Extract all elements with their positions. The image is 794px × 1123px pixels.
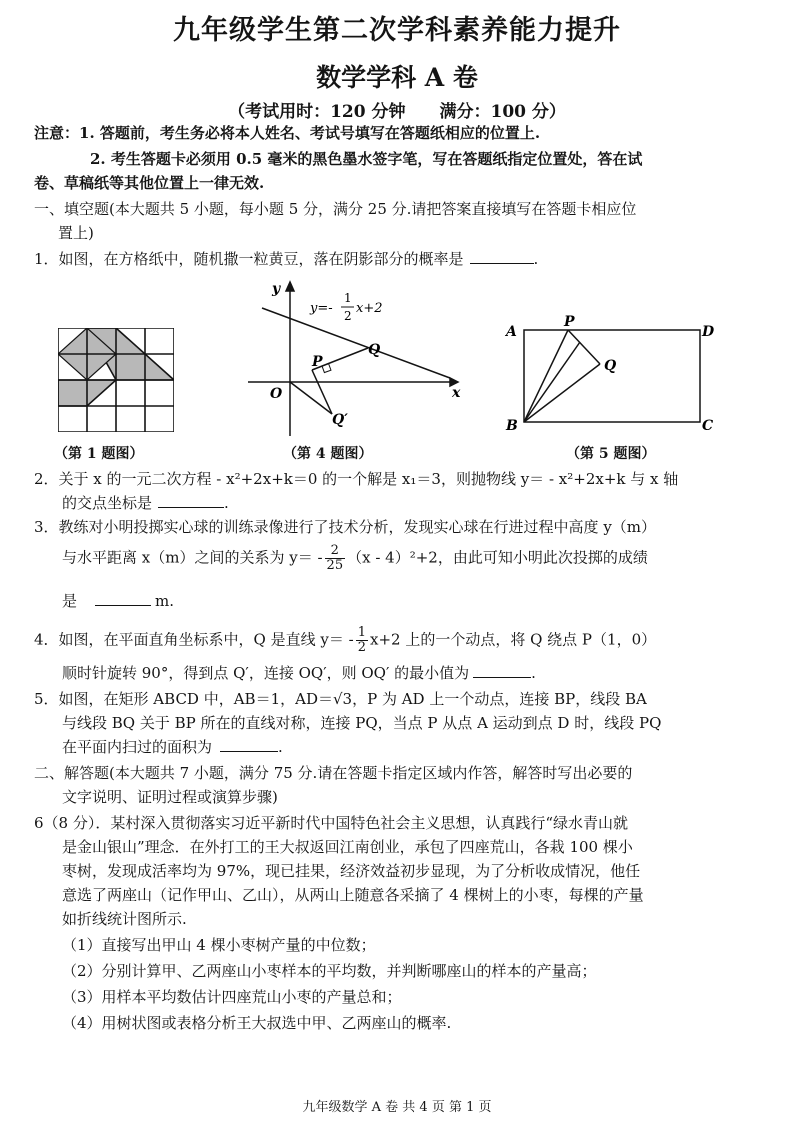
question-2-text: 的交点坐标是 [62, 494, 153, 512]
rectangle-abcd [524, 330, 700, 422]
question-2-line-2 [62, 492, 229, 514]
segment-bp [524, 330, 568, 422]
segment-pq [568, 330, 600, 364]
question-4-end: . [531, 664, 536, 682]
fig4-label-y: y [272, 281, 281, 297]
question-4-line-1 [34, 626, 656, 655]
fig4-label-x: x [452, 385, 461, 401]
answer-blank [220, 737, 278, 752]
fraction-numerator: 2 [325, 544, 346, 559]
notes-label: 注意： [34, 124, 80, 142]
note-2a: 2. 考生答题卡必须用 0.5 毫米的黑色墨水签字笔，写在答题纸指定位置处，答在试 [90, 150, 643, 168]
fraction-denominator: 25 [326, 558, 344, 573]
section1-heading-a: 一、填空题(本大题共 5 小题，每小题 5 分，满分 25 分.请把答案直接填写在答题卡相应位 [34, 200, 637, 218]
figure-1-grid [58, 328, 174, 432]
question-5-line-1: 5．如图，在矩形 ABCD 中，AB＝1，AD＝√3，P 为 AD 上一个动点，连接 BP，线段 BA [34, 690, 647, 708]
section2-heading-a: 二、解答题(本大题共 7 小题，满分 75 分.请在答题卡指定区域内作答，解答时写出必要的 [34, 764, 633, 782]
question-4-text-b: x+2 上的一个动点，将 Q 绕点 P（1，0） [369, 630, 657, 649]
answer-blank [473, 663, 531, 678]
fig4-eq-den: 2 [344, 309, 352, 323]
fig5-label-c: C [702, 418, 714, 434]
fig4-label-p: P [312, 354, 323, 370]
question-5-line-2: 与线段 BQ 关于 BP 所在的直线对称，连接 PQ，当点 P 从点 A 运动到点 D 时，线段 PQ [62, 714, 662, 732]
page-footer: 九年级数学 A 卷 共 4 页 第 1 页 [302, 1100, 492, 1115]
figure-4-caption: （第 4 题图） [283, 446, 373, 462]
fig5-label-b: B [506, 418, 518, 434]
exam-info: （考试用时：120 分钟 满分：100 分） [228, 102, 566, 122]
fig5-label-q: Q [604, 358, 617, 374]
question-5-text: 在平面内扫过的面积为 [62, 738, 213, 756]
question-3-line-3 [62, 590, 174, 612]
segment-oq-prime [290, 382, 332, 414]
figure-1-caption: （第 1 题图） [54, 446, 144, 462]
question-3-line-1: 3．教练对小明投掷实心球的训练录像进行了技术分析，发现实心球在行进过程中高度 y（m） [34, 518, 657, 536]
question-3-line-2 [62, 544, 648, 573]
segment-inner [524, 342, 580, 422]
question-4-text-c: 顺时针旋转 90°，得到点 Q′，连接 OQ′，则 OQ′ 的最小值为 [62, 664, 470, 682]
note-2b: 卷、草稿纸等其他位置上一律无效. [34, 174, 265, 192]
question-6-line-5: 如折线统计图所示. [62, 910, 187, 928]
fig5-label-a: A [506, 324, 517, 340]
y-axis-arrow [286, 282, 294, 291]
question-5-line-3 [62, 736, 283, 758]
fig4-label-q-prime: Q′ [332, 412, 348, 428]
fraction [325, 544, 346, 573]
question-6-line-3: 枣树，发现成活率均为 97%，现已挂果，经济效益初步显现，为了分析收成情况，他任 [62, 862, 641, 880]
exam-title: 九年级学生第二次学科素养能力提升 [173, 15, 621, 46]
question-3-text-a: 与水平距离 x（m）之间的关系为 y＝ - [62, 548, 323, 567]
exam-subtitle: 数学学科 A 卷 [316, 63, 478, 92]
figure-5-caption: （第 5 题图） [566, 446, 656, 462]
answer-blank [470, 249, 534, 264]
figure-4-coordinate-plane [240, 278, 470, 438]
segment-bq [524, 364, 600, 422]
answer-blank [95, 591, 151, 606]
fig5-label-p: P [564, 314, 575, 330]
fig4-eq-num: 1 [344, 291, 352, 305]
section1-heading-b: 置上) [58, 224, 94, 242]
question-2-end: . [224, 494, 229, 512]
section2-heading-b: 文字说明、证明过程或演算步骤) [62, 788, 278, 806]
fig5-label-d: D [702, 324, 715, 340]
question-4-text-a: 4．如图，在平面直角坐标系中，Q 是直线 y＝ - [34, 630, 354, 649]
notes-line-1 [34, 122, 540, 144]
question-6-line-1: 6（8 分）．某村深入贯彻落实习近平新时代中国特色社会主义思想，认真践行“绿水青山就 [34, 814, 629, 832]
question-1-text: 1．如图，在方格纸中，随机撒一粒黄豆，落在阴影部分的概率是 [34, 250, 464, 268]
fraction [356, 626, 368, 655]
fig4-label-o: O [270, 386, 283, 402]
question-6-sub-2: （2）分别计算甲、乙两座山小枣样本的平均数，并判断哪座山的样本的产量高； [62, 962, 597, 980]
question-4-line-2 [62, 662, 536, 684]
question-5-end: . [278, 738, 283, 756]
question-3-text-b: （x - 4）²+2，由此可知小明此次投掷的成绩 [347, 548, 648, 567]
fig4-label-q: Q [368, 342, 381, 358]
question-3-text-c: 是 [62, 592, 78, 610]
question-1 [34, 248, 538, 270]
question-2-line-1: 2．关于 x 的一元二次方程 - x²+2x+k＝0 的一个解是 x₁＝3，则抛物线 y＝ - x²+2x+k 与 x 轴 [34, 470, 679, 488]
fig4-eq-left: y=- [310, 301, 333, 316]
fraction-denominator: 2 [357, 640, 366, 655]
figure-5-rectangle [498, 312, 728, 438]
fig4-eq-right: x+2 [356, 301, 383, 316]
note-1: 1. 答题前，考生务必将本人姓名、考试号填写在答题纸相应的位置上. [79, 124, 541, 142]
question-1-end: . [533, 250, 539, 268]
question-6-sub-1: （1）直接写出甲山 4 棵小枣树产量的中位数； [62, 936, 376, 954]
question-6-line-2: 是金山银山”理念．在外打工的王大叔返回江南创业，承包了四座荒山，各栽 100 棵小 [62, 838, 633, 856]
question-6-sub-3: （3）用样本平均数估计四座荒山小枣的产量总和； [62, 988, 402, 1006]
question-6-line-4: 意选了两座山（记作甲山、乙山），从两山上随意各采摘了 4 棵树上的小枣，每棵的产量 [62, 886, 644, 904]
answer-blank [158, 493, 224, 508]
fraction-numerator: 1 [357, 625, 366, 640]
question-3-text-d: m. [155, 592, 175, 610]
question-6-sub-4: （4）用树状图或表格分析王大叔选中甲、乙两座山的概率. [62, 1014, 452, 1032]
segment-pq-prime [312, 370, 332, 414]
